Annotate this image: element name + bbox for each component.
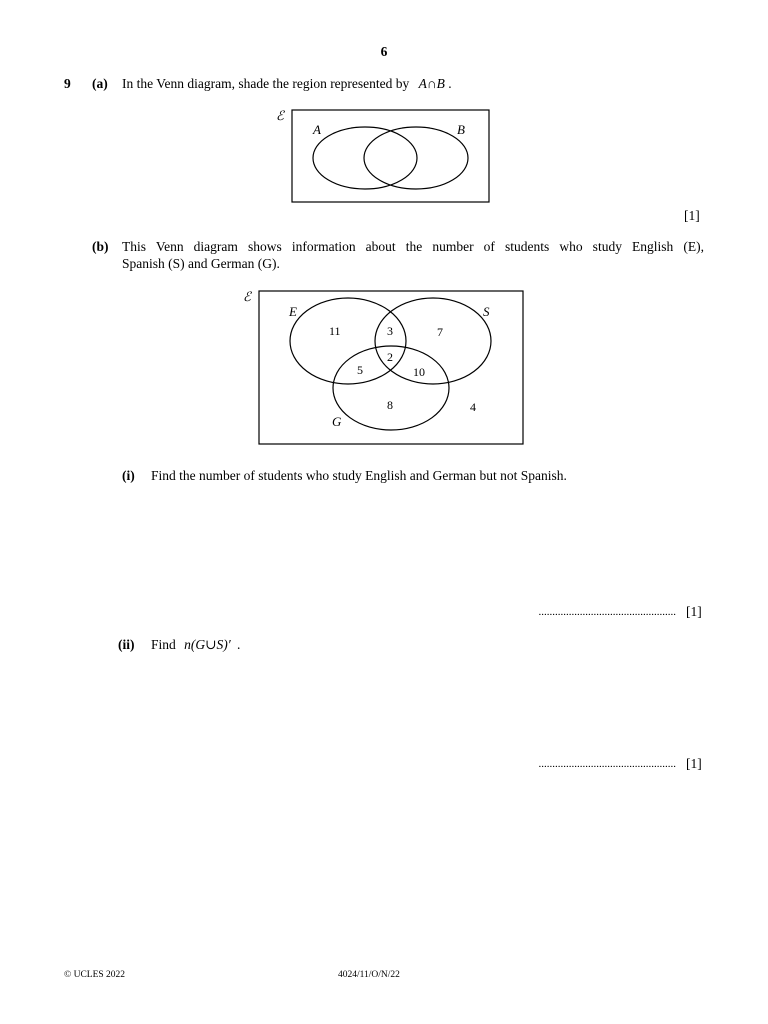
sub-ii-expression: n(G∪S)′ xyxy=(184,637,231,652)
set-b-label: B xyxy=(457,122,465,137)
region-s-only: 7 xyxy=(437,325,443,339)
part-b-label: (b) xyxy=(92,239,109,254)
sub-i-label: (i) xyxy=(122,468,135,483)
part-b-line1: This Venn diagram shows information about the number of students who study English (E), xyxy=(122,239,704,254)
part-a-label: (a) xyxy=(92,76,108,91)
set-s-circle xyxy=(375,298,491,384)
footer-paper-code: 4024/11/O/N/22 xyxy=(338,970,400,980)
set-g-label: G xyxy=(332,414,342,429)
sub-ii-end: . xyxy=(237,637,241,652)
sub-ii-answer-line[interactable]: .................................................. xyxy=(538,758,676,770)
universal-set-symbol-b: ℰ xyxy=(243,289,251,304)
sub-i-answer-line[interactable]: .................................................. xyxy=(538,606,676,618)
sub-ii-text xyxy=(151,637,240,653)
footer-copyright: © UCLES 2022 xyxy=(64,970,126,980)
sub-i-marks: [1] xyxy=(686,604,702,619)
part-a-text xyxy=(122,76,452,92)
part-a-expression: A∩B xyxy=(418,76,445,91)
region-e-only: 11 xyxy=(329,324,341,338)
set-e-label: E xyxy=(289,304,297,319)
venn-diagram-a[interactable] xyxy=(270,104,495,208)
sub-ii-label: (ii) xyxy=(118,637,135,652)
venn-diagram-b xyxy=(240,285,530,450)
sub-i-text: Find the number of students who study English and German but not Spanish. xyxy=(151,468,567,483)
set-e-circle xyxy=(290,298,406,384)
part-b-line2: Spanish (S) and German (G). xyxy=(122,256,280,271)
region-s-g-only: 10 xyxy=(413,365,425,379)
region-outside: 4 xyxy=(470,400,476,414)
question-number: 9 xyxy=(64,76,71,91)
sub-ii-marks: [1] xyxy=(686,756,702,771)
part-a-marks: [1] xyxy=(684,208,700,223)
page-number: 6 xyxy=(380,44,388,59)
region-e-g-only: 5 xyxy=(357,363,363,377)
set-a-circle xyxy=(313,127,417,189)
set-b-circle xyxy=(364,127,468,189)
set-a-label: A xyxy=(313,122,321,137)
set-s-label: S xyxy=(483,304,490,319)
region-g-only: 8 xyxy=(387,398,393,412)
part-a-instruction: In the Venn diagram, shade the region represented by xyxy=(122,76,410,91)
region-e-s-only: 3 xyxy=(387,324,393,338)
region-all-three: 2 xyxy=(387,350,393,364)
universal-set-symbol-a: ℰ xyxy=(276,108,284,123)
sub-ii-instruction: Find xyxy=(151,637,176,652)
part-a-end: . xyxy=(448,76,452,91)
